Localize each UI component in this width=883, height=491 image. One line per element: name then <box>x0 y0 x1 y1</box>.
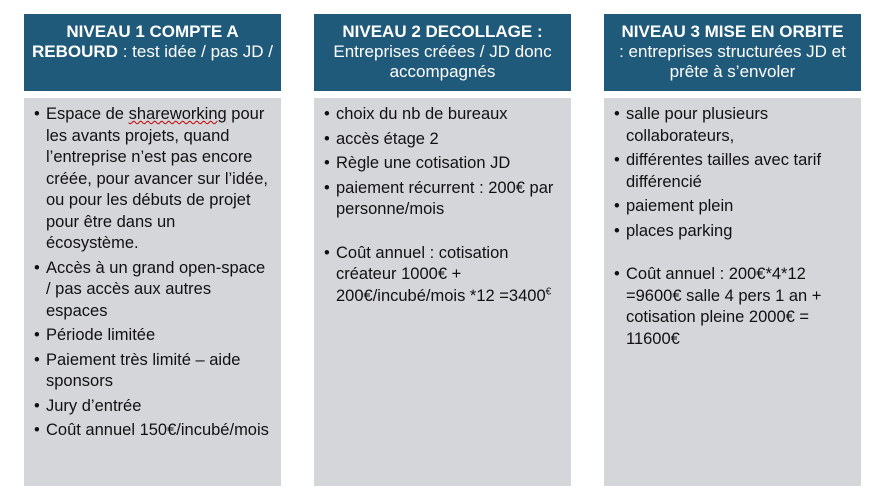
list-item: • Paiement très limité – aide sponsors <box>34 350 271 393</box>
cost-item: • Coût annuel : cotisation créateur 1000€ + 200€/incubé/mois *12 =3400€ <box>324 243 561 308</box>
list-item: • Coût annuel 150€/incubé/mois <box>34 420 271 442</box>
level-3-body <box>604 98 861 486</box>
list-item: • places parking <box>614 221 851 243</box>
cost-item: • Coût annuel : 200€*4*12 =9600€ salle 4 pers 1 an + cotisation pleine 2000€ = 11600€ <box>614 264 851 350</box>
list-item: • Règle une cotisation JD <box>324 153 561 175</box>
list-item: • salle pour plusieurs collaborateurs, <box>614 104 851 147</box>
level-2-list <box>324 104 561 307</box>
level-2-body <box>314 98 571 486</box>
level-3-column <box>604 14 861 486</box>
level-2-header <box>314 14 571 91</box>
level-1-header <box>24 14 281 91</box>
level-1-subtitle: : test idée / pas JD / <box>117 42 273 61</box>
level-2-title: NIVEAU 2 DECOLLAGE : <box>342 22 543 41</box>
level-1-title: NIVEAU 1 COMPTE A REBOURD <box>32 22 239 61</box>
level-2-subtitle: Entreprises créées / JD donc accompagnés <box>333 42 552 81</box>
list-item: • Période limitée <box>34 325 271 347</box>
level-3-header <box>604 14 861 91</box>
list-item: • paiement plein <box>614 196 851 218</box>
level-1-body <box>24 98 281 486</box>
level-3-list <box>614 104 851 350</box>
list-item: • Espace de shareworking pour les avants projets, quand l’entreprise n’est pas encore créée, pour avancer sur l’idée, ou pour les débuts de projet pour être dans un écosystème. <box>34 104 271 255</box>
level-3-subtitle: : entreprises structurées JD et prête à s’envoler <box>619 42 846 81</box>
level-1-list <box>34 104 271 442</box>
level-3-title: NIVEAU 3 MISE EN ORBITE <box>621 22 844 41</box>
list-item: • Jury d’entrée <box>34 396 271 418</box>
list-item: • différentes tailles avec tarif différencié <box>614 150 851 193</box>
list-item: • choix du nb de bureaux <box>324 104 561 126</box>
list-item: • accès étage 2 <box>324 129 561 151</box>
spellcheck-word: shareworking <box>128 105 227 123</box>
list-item: • Accès à un grand open-space / pas accès aux autres espaces <box>34 258 271 323</box>
level-1-column <box>24 14 281 486</box>
level-2-column <box>314 14 571 486</box>
list-item: • paiement récurrent : 200€ par personne/mois <box>324 178 561 221</box>
